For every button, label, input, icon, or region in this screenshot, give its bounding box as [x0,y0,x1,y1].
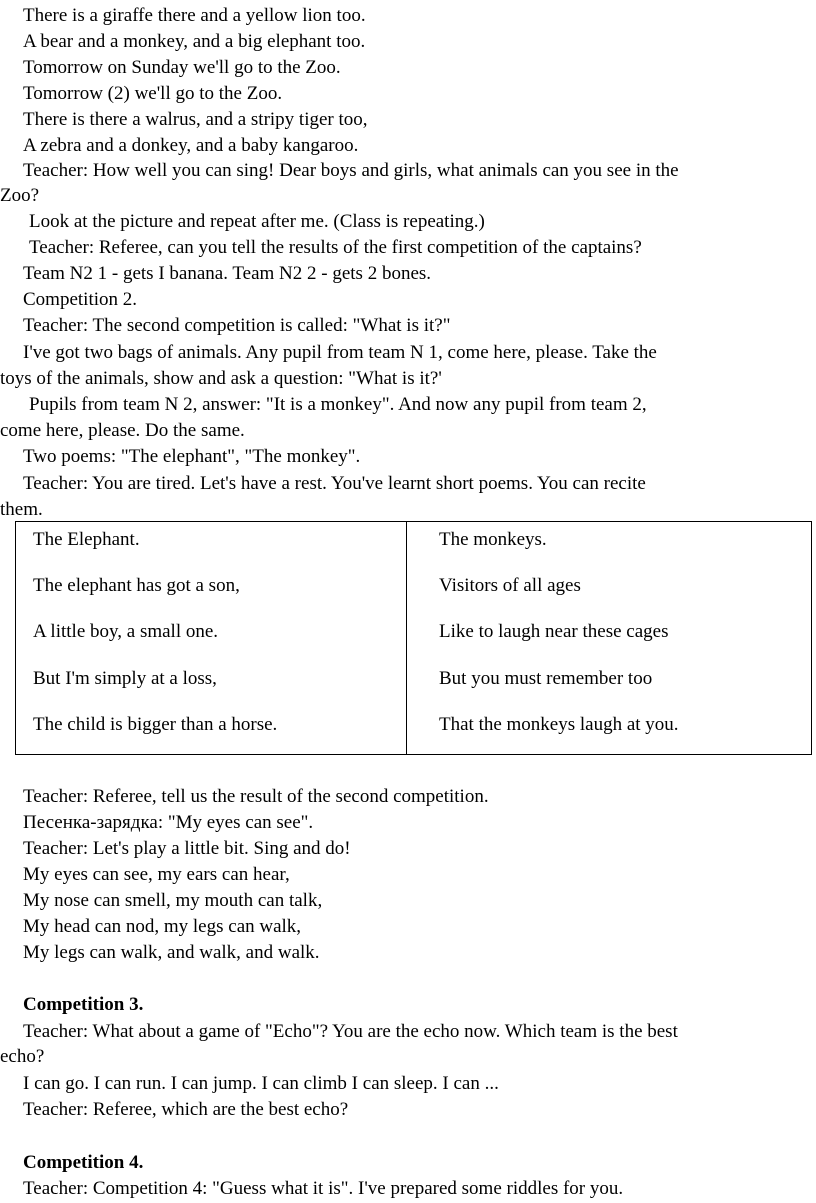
text-line: echo? [0,1046,45,1067]
competition-3-heading: Competition 3. [23,994,144,1015]
text-line: Teacher: You are tired. Let's have a rest. You've learnt short poems. You can recite [23,473,646,494]
poem-title-elephant: The Elephant. [33,529,140,550]
poem-line: The elephant has got a son, [33,575,240,596]
text-line: Look at the picture and repeat after me. (Class is repeating.) [29,211,485,232]
text-line: There is there a walrus, and a stripy tiger too, [23,109,368,130]
text-line: Песенка-зарядка: "My eyes can see". [23,812,314,833]
competition-4-heading: Competition 4. [23,1152,144,1173]
text-line: Teacher: How well you can sing! Dear boys and girls, what animals can you see in the [23,160,679,181]
poem-line: Like to laugh near these cages [439,621,669,642]
text-line: toys of the animals, show and ask a question: "What is it?' [0,368,442,389]
poem-title-monkeys: The monkeys. [439,529,547,550]
text-line: Teacher: Competition 4: "Guess what it is". I've prepared some riddles for you. [23,1178,624,1199]
text-line: Teacher: Let's play a little bit. Sing and do! [23,838,351,859]
text-line: My eyes can see, my ears can hear, [23,864,290,885]
text-line: them. [0,499,43,520]
text-line: Tomorrow on Sunday we'll go to the Zoo. [23,57,341,78]
text-line: Tomorrow (2) we'll go to the Zoo. [23,83,283,104]
text-line: A bear and a monkey, and a big elephant too. [23,31,366,52]
text-line: A zebra and a donkey, and a baby kangaroo. [23,135,359,156]
text-line: Two poems: "The elephant", "The monkey". [23,446,361,467]
text-line: Teacher: What about a game of "Echo"? You are the echo now. Which team is the best [23,1021,678,1042]
text-line: I've got two bags of animals. Any pupil from team N 1, come here, please. Take the [23,342,657,363]
poem-line: But you must remember too [439,668,653,689]
text-line: I can go. I can run. I can jump. I can climb I can sleep. I can ... [23,1073,499,1094]
text-line: Pupils from team N 2, answer: "It is a monkey". And now any pupil from team 2, [29,394,647,415]
table-divider [406,522,407,754]
text-line: come here, please. Do the same. [0,420,245,441]
text-line: Teacher: Referee, which are the best echo? [23,1099,349,1120]
poem-line: But I'm simply at a loss, [33,668,217,689]
poem-line: A little boy, a small one. [33,621,219,642]
text-line: Zoo? [0,185,40,206]
poem-line: That the monkeys laugh at you. [439,714,679,735]
text-line: Competition 2. [23,289,137,310]
text-line: Teacher: Referee, tell us the result of the second competition. [23,786,489,807]
text-line: Teacher: The second competition is called: "What is it?" [23,315,451,336]
poem-line: Visitors of all ages [439,575,581,596]
text-line: My nose can smell, my mouth can talk, [23,890,323,911]
text-line: Team N2 1 - gets I banana. Team N2 2 - gets 2 bones. [23,263,432,284]
poem-line: The child is bigger than a horse. [33,714,278,735]
poem-table [15,521,812,755]
text-line: Teacher: Referee, can you tell the results of the first competition of the captains? [29,237,642,258]
text-line: There is a giraffe there and a yellow lion too. [23,5,366,26]
text-line: My head can nod, my legs can walk, [23,916,302,937]
text-line: My legs can walk, and walk, and walk. [23,942,320,963]
